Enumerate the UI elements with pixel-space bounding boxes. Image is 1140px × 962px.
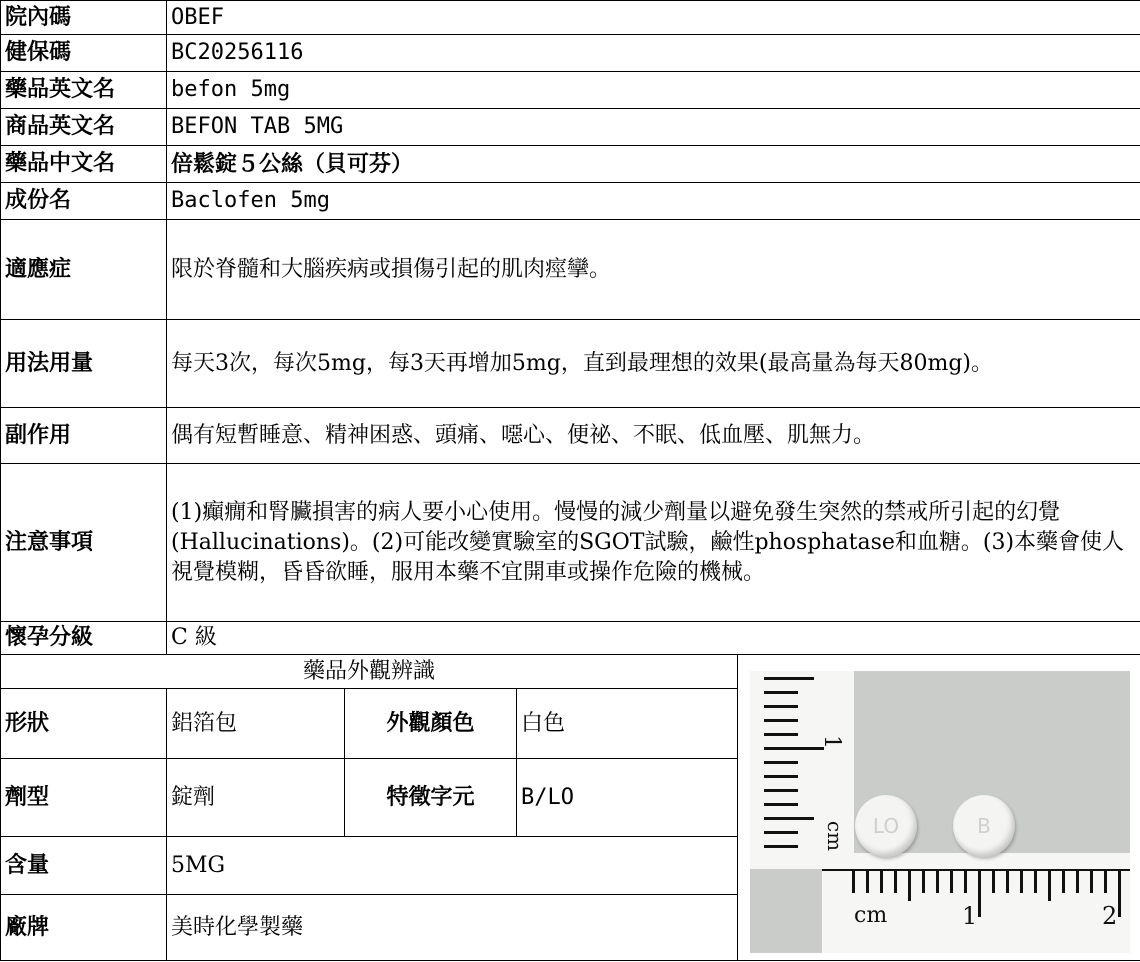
- pill-side-b: B: [953, 795, 1015, 857]
- label-precautions: 注意事項: [1, 464, 167, 622]
- value-strength: 5MG: [167, 837, 738, 895]
- row-dosage: [1, 320, 1140, 408]
- value-form: 錠劑: [167, 759, 345, 837]
- row-insurance-code: [1, 35, 1140, 72]
- row-trade-name: [1, 109, 1140, 146]
- label-pregnancy: 懷孕分級: [1, 622, 167, 655]
- label-shape: 形狀: [1, 689, 167, 759]
- value-insurance-code: BC20256116: [167, 35, 1140, 72]
- value-marking: B/LO: [517, 759, 738, 837]
- label-dosage: 用法用量: [1, 320, 167, 408]
- label-hospital-code: 院內碼: [1, 1, 167, 35]
- pill-photo-cell: [738, 655, 1140, 961]
- label-marking: 特徵字元: [345, 759, 517, 837]
- label-insurance-code: 健保碼: [1, 35, 167, 72]
- label-english-name: 藥品英文名: [1, 72, 167, 109]
- ruler-v-unit: cm: [823, 820, 848, 852]
- value-shape: 鋁箔包: [167, 689, 345, 759]
- label-ingredient: 成份名: [1, 183, 167, 220]
- appearance-header-row: [1, 655, 1140, 689]
- pill-side-lo: LO: [855, 795, 917, 857]
- ruler-h-mark-1: 1: [962, 902, 978, 930]
- row-side-effects: [1, 408, 1140, 464]
- row-chinese-name: [1, 146, 1140, 183]
- value-hospital-code: OBEF: [167, 1, 1140, 35]
- value-trade-name: BEFON TAB 5MG: [167, 109, 1140, 146]
- appearance-header: 藥品外觀辨識: [1, 655, 738, 689]
- value-color: 白色: [517, 689, 738, 759]
- label-form: 劑型: [1, 759, 167, 837]
- value-precautions: (1)癲癇和腎臟損害的病人要小心使用。慢慢的減少劑量以避免發生突然的禁戒所引起的幻覺(Hallucinations)。(2)可能改變實驗室的SGOT試驗，鹼性phosphatase和血糖。(3)本藥會使人視覺模糊，昏昏欲睡，服用本藥不宜開車或操作危險的機械。: [167, 464, 1140, 622]
- ruler-v-mark: 1: [819, 735, 845, 749]
- value-dosage: 每天3次，每次5mg，每3天再增加5mg，直到最理想的效果(最高量為每天80mg)。: [167, 320, 1140, 408]
- value-pregnancy: C 級: [167, 622, 1140, 655]
- row-hospital-code: [1, 1, 1140, 35]
- appearance-table: [0, 654, 1140, 961]
- label-trade-name: 商品英文名: [1, 109, 167, 146]
- label-color: 外觀顏色: [345, 689, 517, 759]
- label-maker: 廠牌: [1, 895, 167, 961]
- ruler-h-unit: cm: [854, 903, 888, 928]
- vertical-ruler: [750, 671, 854, 869]
- label-indication: 適應症: [1, 220, 167, 320]
- value-chinese-name: 倍鬆錠５公絲（貝可芬）: [167, 146, 1140, 183]
- row-pregnancy: [1, 622, 1140, 655]
- value-maker: 美時化學製藥: [167, 895, 738, 961]
- row-english-name: [1, 72, 1140, 109]
- value-english-name: befon 5mg: [167, 72, 1140, 109]
- value-side-effects: 偶有短暫睡意、精神困惑、頭痛、噁心、便祕、不眠、低血壓、肌無力。: [167, 408, 1140, 464]
- horizontal-ruler: [822, 853, 1130, 953]
- label-strength: 含量: [1, 837, 167, 895]
- label-chinese-name: 藥品中文名: [1, 146, 167, 183]
- row-precautions: [1, 464, 1140, 622]
- label-side-effects: 副作用: [1, 408, 167, 464]
- value-indication: 限於脊髓和大腦疾病或損傷引起的肌肉痙攣。: [167, 220, 1140, 320]
- ruler-h-mark-2: 2: [1102, 902, 1118, 930]
- pill-photo: [750, 671, 1130, 953]
- row-ingredient: [1, 183, 1140, 220]
- value-ingredient: Baclofen 5mg: [167, 183, 1140, 220]
- row-indication: [1, 220, 1140, 320]
